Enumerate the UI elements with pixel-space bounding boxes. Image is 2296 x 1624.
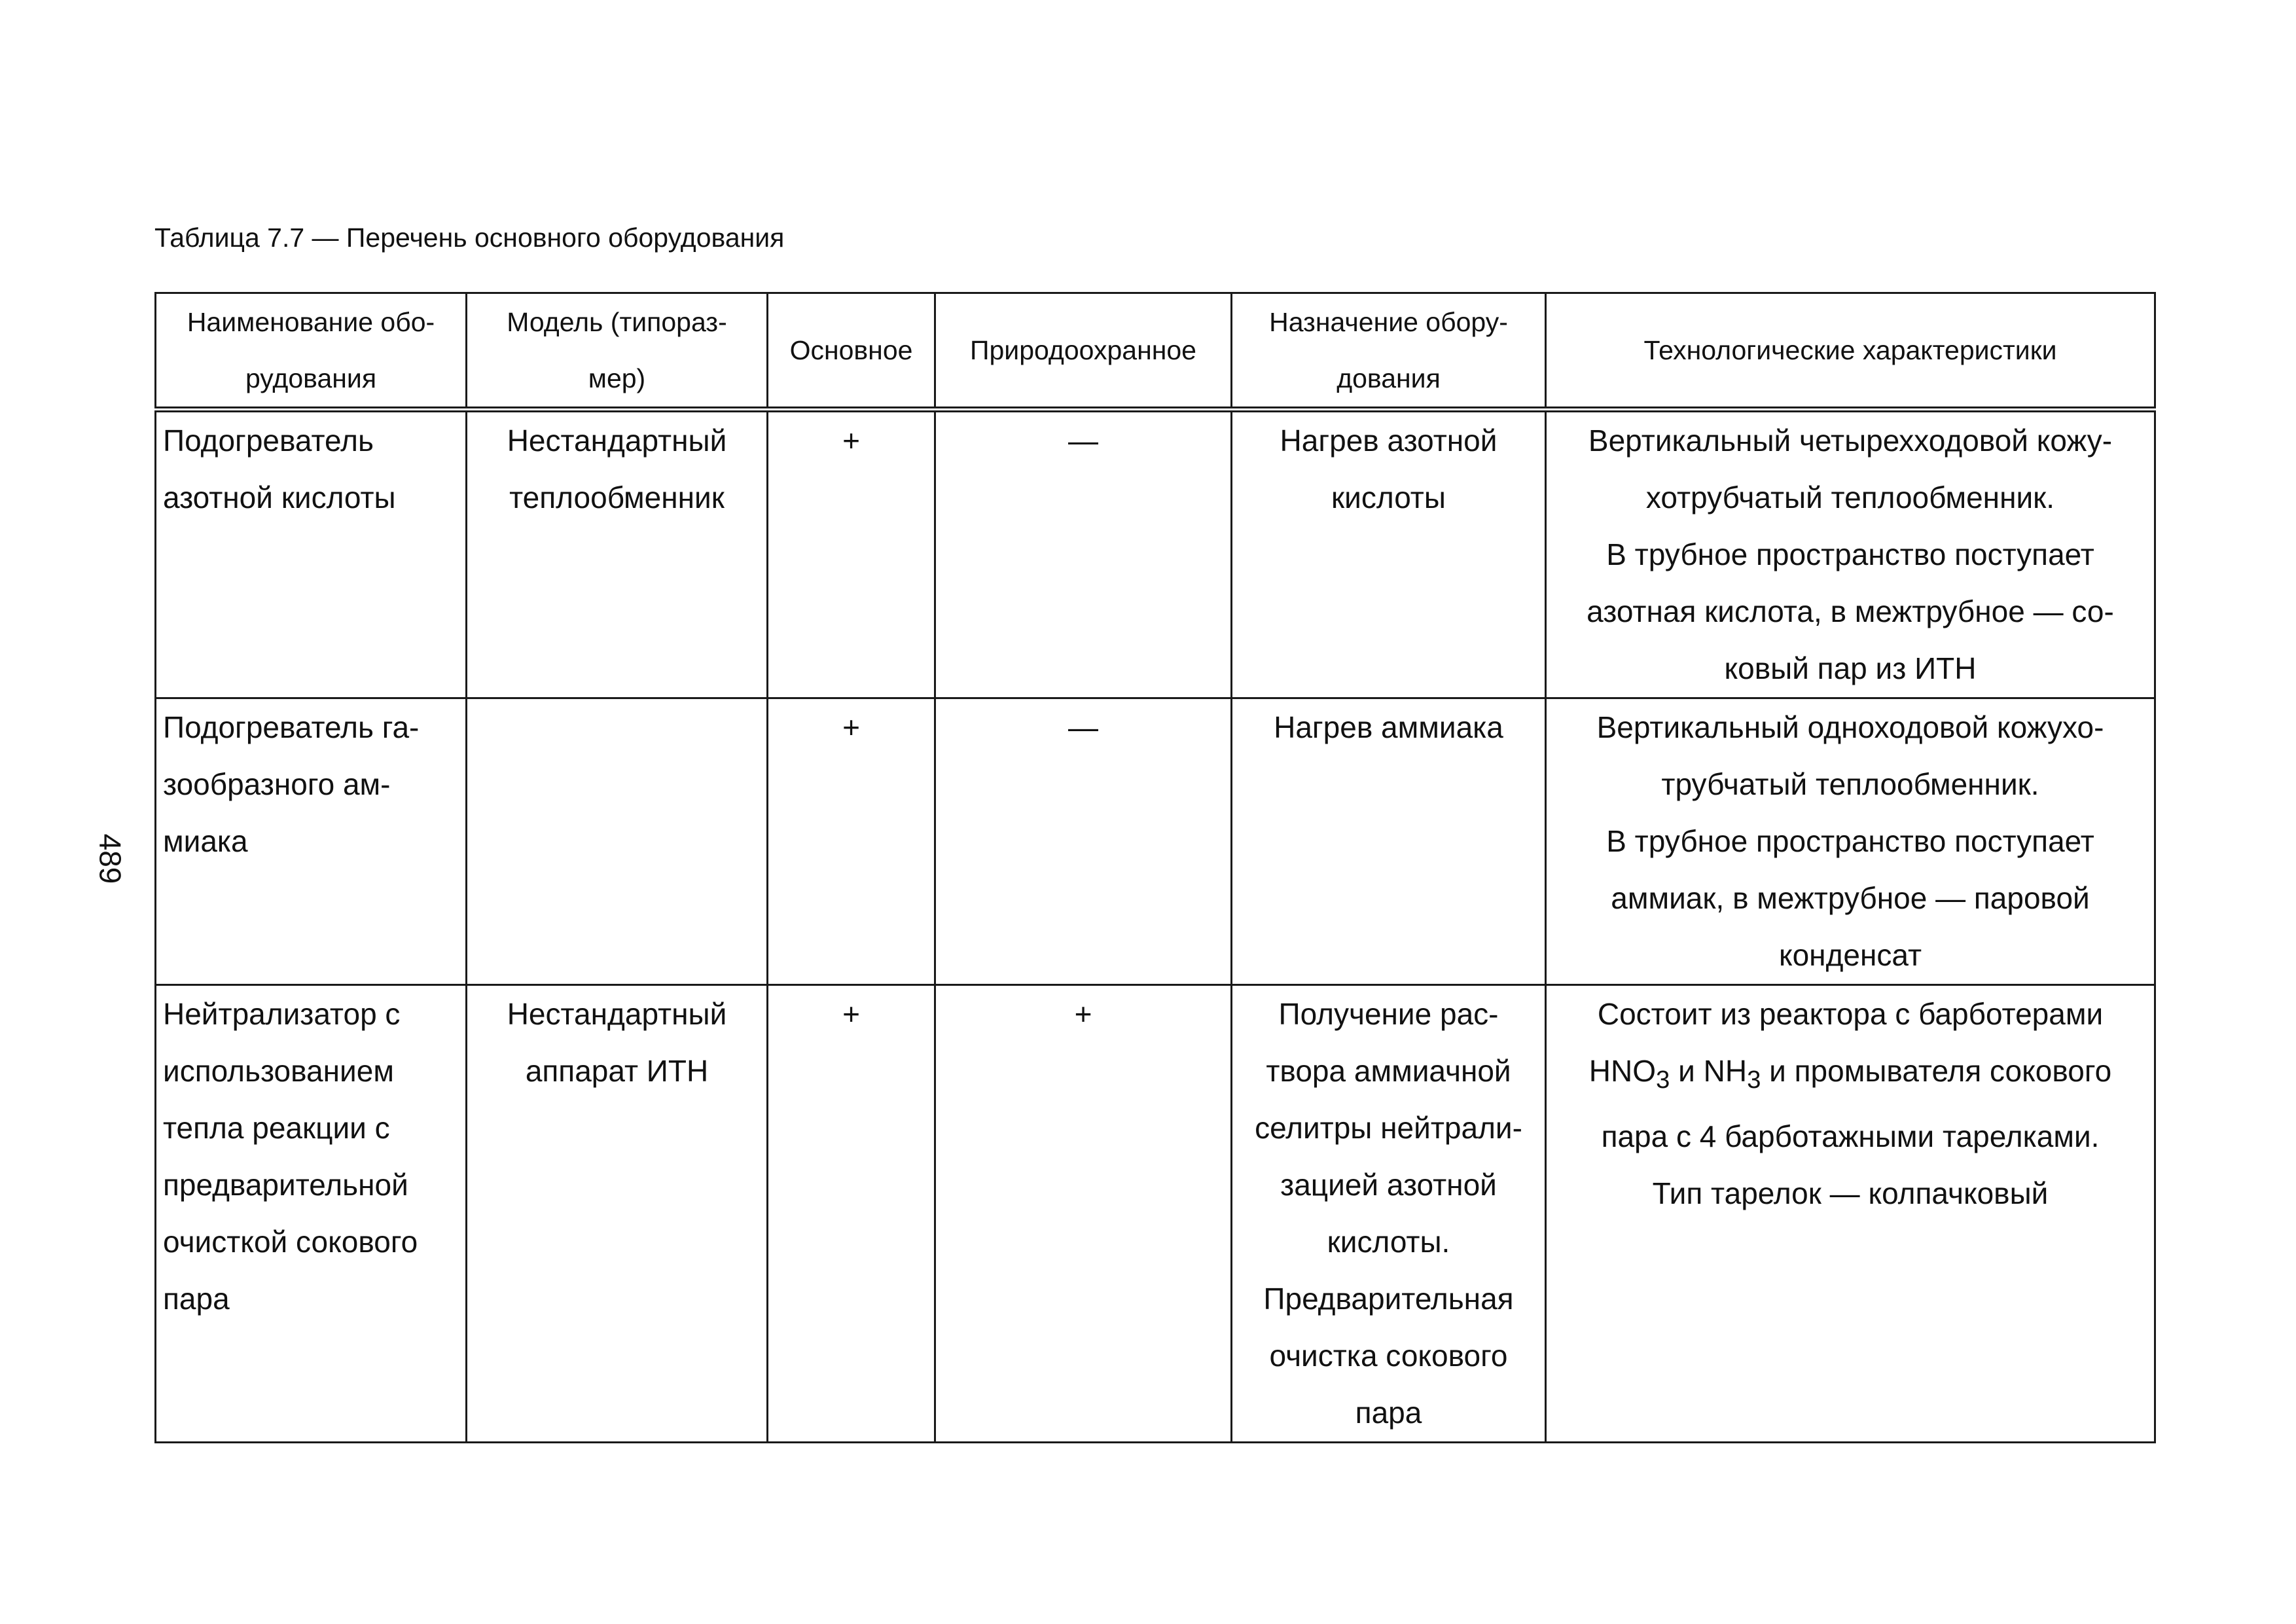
cell-environmental: — [935, 698, 1232, 985]
cell-environmental: + [935, 985, 1232, 1443]
cell-technical-specs: Вертикальный одноходовой кожухо- трубчатый теплообменник. В трубное пространство поступает аммиак, в межтрубное — паровой конденсат [1546, 698, 2155, 985]
table-caption: Таблица 7.7 — Перечень основного оборудования [154, 223, 785, 253]
cell-model: Нестандартный аппарат ИТН [467, 985, 768, 1443]
table-row [156, 985, 2155, 1443]
cell-equipment-name: Подогреватель га- зообразного ам- миака [156, 698, 467, 985]
header-equipment-name: Наименование обо- рудования [156, 293, 467, 410]
header-model: Модель (типораз- мер) [467, 293, 768, 410]
table-header-row [156, 293, 2155, 410]
cell-equipment-name: Подогреватель азотной кислоты [156, 410, 467, 698]
tech-line-2: $HNO_3$ и $NH_3$ и промывателя сокового [1588, 1054, 2112, 1094]
cell-environmental: — [935, 410, 1232, 698]
cell-model [467, 698, 768, 985]
cell-technical-specs: Вертикальный четырехходовой кожу- хотрубчатый теплообменник. В трубное пространство поступает азотная кислота, в межтрубное — со- ковый пар из ИТН [1546, 410, 2155, 698]
tech-line-rest: пара с 4 барботажными тарелками. Тип тарелок — колпачковый [1601, 1119, 2100, 1211]
tech-line-1: Состоит из реактора с барботерами [1597, 997, 2104, 1031]
formula-nh3: $NH_3$ [1703, 1054, 1761, 1094]
header-technical-specs: Технологические характеристики [1546, 293, 2155, 410]
cell-technical-specs [1546, 985, 2155, 1443]
cell-main: + [768, 698, 935, 985]
cell-purpose: Нагрев аммиака [1232, 698, 1546, 985]
cell-purpose: Получение рас- твора аммиачной селитры нейтрали- зацией азотной кислоты. Предварительная очистка сокового пара [1232, 985, 1546, 1443]
formula-hno3: $HNO_3$ [1588, 1054, 1670, 1094]
cell-purpose: Нагрев азотной кислоты [1232, 410, 1546, 698]
table-row [156, 698, 2155, 985]
page-number: 489 [93, 833, 128, 884]
cell-equipment-name: Нейтрализатор с использованием тепла реакции с предварительной очисткой сокового пара [156, 985, 467, 1443]
header-purpose: Назначение обору- дования [1232, 293, 1546, 410]
header-environmental: Природоохранное [935, 293, 1232, 410]
header-main: Основное [768, 293, 935, 410]
cell-main: + [768, 985, 935, 1443]
equipment-table [154, 292, 2156, 1443]
cell-model: Нестандартный теплообменник [467, 410, 768, 698]
table-row [156, 410, 2155, 698]
cell-main: + [768, 410, 935, 698]
